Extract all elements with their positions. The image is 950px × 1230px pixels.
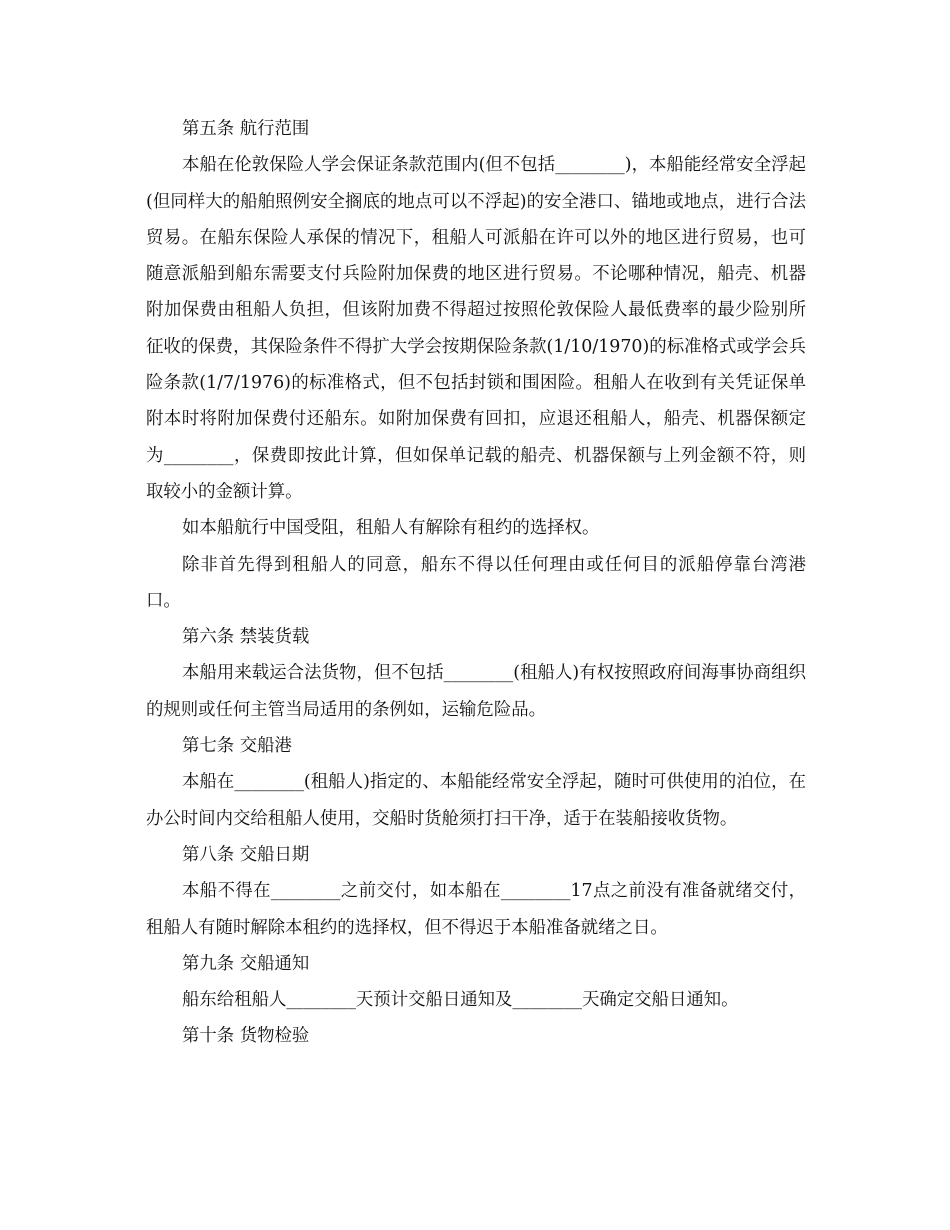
article-8-paragraph: 本船不得在________之前交付，如本船在________17点之前没有准备就绪交付，租船人有随时解除本租约的选择权，但不得迟于本船准备就绪之日。: [146, 881, 806, 938]
article-5-paragraph-3: 除非首先得到租船人的同意，船东不得以任何理由或任何目的派船停靠台湾港口。: [146, 554, 806, 611]
document-body: [146, 111, 806, 1055]
article-9-heading: 第九条 交船通知: [182, 953, 310, 974]
article-5-paragraph-1: 本船在伦敦保险人学会保证条款范围内(但不包括________)，本船能经常安全浮起(但同样大的船舶照例安全搁底的地点可以不浮起)的安全港口、锚地或地点，进行合法贸易。在船东保险人承保的情况下，租船人可派船在许可以外的地区进行贸易，也可随意派船到船东需要支付兵险附加保费的地区进行贸易。不论哪种情况，船壳、机器附加保费由租船人负担，但该附加费不得超过按照伦敦保险人最低费率的最少险别所征收的保费，其保险条件不得扩大学会按期保险条款(1/10/1970)的标准格式或学会兵险条款(1/7/1976)的标准格式，但不包括封锁和围困险。租船人在收到有关凭证保单附本时将附加保费付还船东。如附加保费有回扣，应退还租船人，船壳、机器保额定为________，保费即按此计算，但如保单记载的船壳、机器保额与上列金额不符，则取较小的金额计算。: [146, 155, 806, 502]
article-6-paragraph: 本船用来载运合法货物，但不包括________(租船人)有权按照政府间海事协商组织的规则或任何主管当局适用的条例如，运输危险品。: [146, 663, 806, 720]
article-7-heading: 第七条 交船港: [182, 736, 292, 757]
article-7-paragraph: 本船在________(租船人)指定的、本船能经常安全浮起，随时可供使用的泊位，在办公时间内交给租船人使用，交船时货舱须打扫干净，适于在装船接收货物。: [146, 772, 806, 829]
article-6-heading: 第六条 禁装货载: [182, 627, 310, 648]
article-8-heading: 第八条 交船日期: [182, 844, 310, 865]
article-5-heading: 第五条 航行范围: [182, 119, 310, 139]
article-10-heading: 第十条 货物检验: [182, 1026, 310, 1047]
article-9-paragraph: 船东给租船人________天预计交船日通知及________天确定交船日通知。: [182, 990, 739, 1011]
article-5-paragraph-2: 如本船航行中国受阻，租船人有解除有租约的选择权。: [182, 518, 600, 539]
